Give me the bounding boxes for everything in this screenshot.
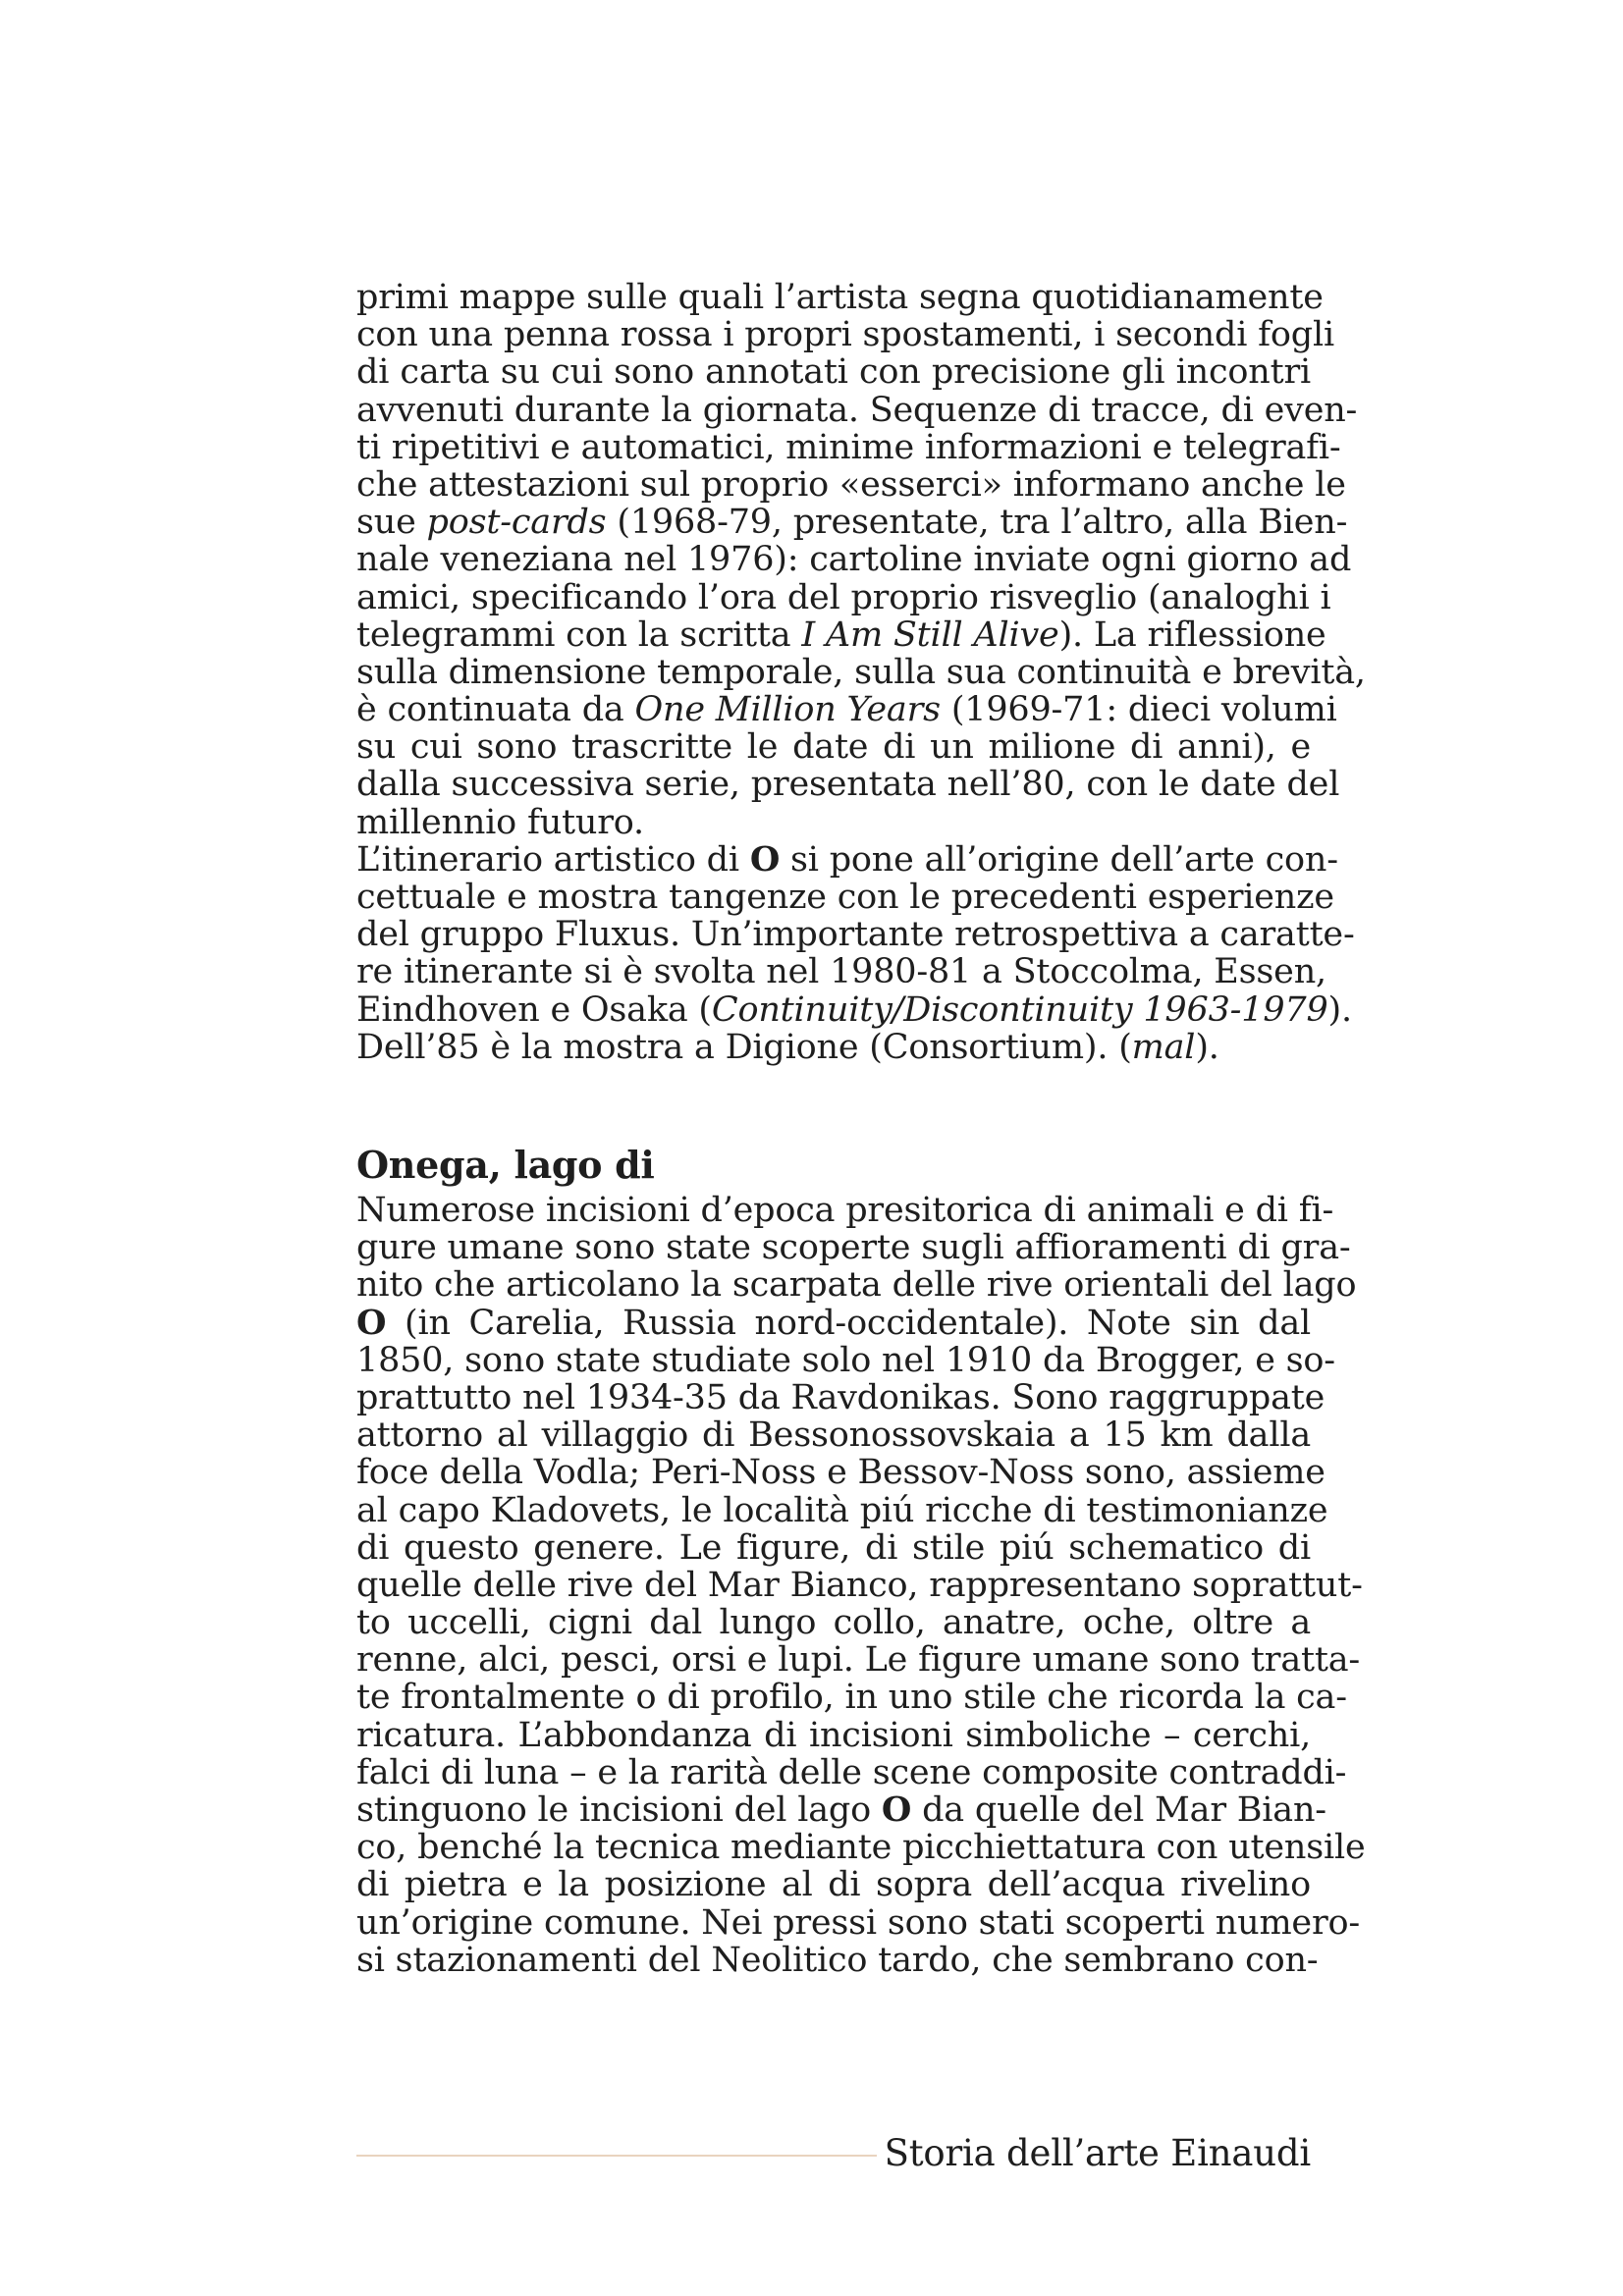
text-segment: te frontalmente o di profilo, in uno stile che ricorda la ca-	[356, 1678, 1347, 1718]
text-line	[356, 1828, 1366, 1868]
text-line	[356, 614, 1326, 655]
text-segment: è continuata da	[356, 690, 635, 730]
text-line	[356, 728, 1311, 766]
text-line	[356, 690, 1337, 730]
text-segment: ricatura. L’abbondanza di incisioni simboliche – cerchi,	[356, 1715, 1311, 1755]
text-line	[356, 1490, 1328, 1530]
text-line	[356, 353, 1311, 391]
text-line	[356, 390, 1358, 430]
text-line	[356, 464, 1346, 505]
text-segment: re itinerante si è svolta nel 1980-81 a Stoccolma, Essen,	[356, 952, 1326, 992]
text-segment: si stazionamenti del Neolitico tardo, che sembrano con-	[356, 1940, 1319, 1980]
text-line	[356, 1752, 1347, 1792]
italic-text: I Am Still Alive	[801, 614, 1059, 655]
text-segment: prattutto nel 1934-35 da Ravdonikas. Sono raggruppate	[356, 1377, 1325, 1417]
text-segment: foce della Vodla; Peri-Noss e Bessov-Noss sono, assieme	[356, 1453, 1325, 1493]
italic-text: One Million Years	[634, 690, 941, 730]
text-line	[356, 1717, 1311, 1754]
text-segment: dalla successiva serie, presentata nell’80, con le date del	[356, 765, 1340, 805]
text-line	[356, 952, 1326, 992]
text-line	[356, 1640, 1361, 1681]
text-line	[356, 838, 1338, 880]
bold-text: O	[749, 838, 781, 880]
italic-text: Continuity/Discontinuity 1963-1979	[711, 989, 1328, 1030]
text-line	[356, 915, 1355, 955]
text-segment: renne, alci, pesci, orsi e lupi. Le figure umane sono tratta-	[356, 1640, 1361, 1681]
text-line	[356, 878, 1334, 917]
text-segment: di carta su cui sono annotati con precisione gli incontri	[356, 352, 1311, 393]
text-segment: nito che articolano la scarpata delle rive orientali del lago	[356, 1265, 1357, 1306]
text-segment: stinguono le incisioni del lago	[356, 1790, 882, 1830]
text-segment: ti ripetitivi e automatici, minime informazioni e telegrafi-	[356, 427, 1341, 467]
continuation-text	[356, 278, 1366, 1067]
text-line	[356, 1029, 1311, 1066]
text-line	[356, 1191, 1334, 1230]
text-line	[356, 1377, 1325, 1417]
text-line	[356, 1866, 1311, 1903]
footer-publisher: Storia dell’arte Einaudi	[884, 2132, 1311, 2174]
text-segment: 1850, sono state studiate solo nel 1910 da Brogger, e so-	[356, 1340, 1335, 1380]
text-line	[356, 652, 1366, 692]
text-segment: ).	[1327, 989, 1352, 1030]
text-line	[356, 1529, 1311, 1567]
text-line	[356, 278, 1324, 317]
text-line	[356, 1265, 1357, 1306]
text-line	[356, 1604, 1311, 1641]
entry-body-text	[356, 1191, 1366, 1980]
text-line	[356, 577, 1331, 617]
text-segment: si pone all’origine dell’arte con-	[780, 839, 1338, 880]
italic-text: post-cards	[426, 503, 607, 543]
text-line	[356, 804, 1311, 841]
text-segment: al capo Kladovets, le località piú ricche di testimonianze	[356, 1490, 1328, 1530]
text-segment: con una penna rossa i propri spostamenti, i secondi fogli	[356, 315, 1334, 355]
footer-rule	[356, 2155, 877, 2157]
text-segment: millennio futuro.	[356, 802, 644, 842]
text-line	[356, 1902, 1360, 1943]
text-line	[356, 503, 1348, 543]
text-segment: amici, specificando l’ora del proprio risveglio (analoghi i	[356, 577, 1331, 617]
text-segment: da quelle del Mar Bian-	[911, 1790, 1326, 1830]
text-segment: sulla dimensione temporale, sulla sua continuità e brevità,	[356, 652, 1366, 692]
text-segment: ). La riflessione	[1058, 614, 1326, 655]
text-line	[356, 1416, 1311, 1454]
text-segment: (1968-79, presentate, tra l’altro, alla Bien-	[606, 503, 1348, 543]
text-line	[356, 427, 1341, 467]
text-segment: nale veneziana nel 1976): cartoline inviate ogni giorno ad	[356, 540, 1352, 580]
text-segment: che attestazioni sul proprio «esserci» informano anche le	[356, 464, 1346, 505]
bold-text: O	[356, 1302, 387, 1343]
text-segment: del gruppo Fluxus. Un’importante retrospettiva a caratte-	[356, 915, 1355, 955]
text-segment: Numerose incisioni d’epoca presitorica di animali e di fi-	[356, 1191, 1334, 1230]
text-line	[356, 1228, 1351, 1268]
text-line	[356, 1340, 1335, 1380]
text-segment: (in Carelia, Russia nord-occidentale). Note sin dal	[386, 1303, 1311, 1343]
text-line	[356, 1678, 1347, 1718]
text-segment: avvenuti durante la giornata. Sequenze di tracce, di even-	[356, 390, 1358, 430]
text-line	[356, 765, 1340, 805]
text-segment: primi mappe sulle quali l’artista segna quotidianamente	[356, 278, 1324, 317]
text-segment: su cui sono trascritte le date di un milione di anni), e	[356, 727, 1311, 768]
text-line	[356, 540, 1352, 580]
text-segment: Dell’85 è la mostra a Digione (Consortium). (	[356, 1027, 1132, 1067]
text-segment: sue	[356, 503, 427, 543]
text-segment: falci di luna – e la rarità delle scene composite contraddi-	[356, 1752, 1347, 1792]
text-segment: (1969-71: dieci volumi	[940, 690, 1337, 730]
text-segment: telegrammi con la scritta	[356, 614, 802, 655]
text-line	[356, 315, 1334, 355]
text-segment: to uccelli, cigni dal lungo collo, anatre, oche, oltre a	[356, 1603, 1311, 1643]
bold-text: O	[881, 1789, 912, 1830]
text-line	[356, 1940, 1319, 1980]
text-segment: di questo genere. Le figure, di stile piú schematico di	[356, 1527, 1311, 1568]
text-line	[356, 989, 1352, 1030]
text-line	[356, 1453, 1325, 1493]
text-line	[356, 1302, 1311, 1343]
text-segment: L’itinerario artistico di	[356, 839, 750, 880]
text-line	[356, 1789, 1326, 1830]
text-segment: quelle delle rive del Mar Bianco, rappresentano soprattut-	[356, 1565, 1363, 1605]
italic-text: mal	[1131, 1027, 1196, 1067]
text-segment: Eindhoven e Osaka (	[356, 989, 712, 1030]
text-segment: co, benché la tecnica mediante picchiettatura con utensile	[356, 1828, 1366, 1868]
text-segment: cettuale e mostra tangenze con le precedenti esperienze	[356, 878, 1334, 917]
text-line	[356, 1565, 1363, 1605]
text-segment: attorno al villaggio di Bessonossovskaia a 15 km dalla	[356, 1415, 1311, 1456]
text-segment: ).	[1195, 1027, 1219, 1067]
text-segment: gure umane sono state scoperte sugli affioramenti di gra-	[356, 1228, 1351, 1268]
entry-title: Onega, lago di	[356, 1143, 655, 1187]
text-segment: un’origine comune. Nei pressi sono stati scoperti numero-	[356, 1902, 1360, 1943]
text-segment: di pietra e la posizione al di sopra dell’acqua rivelino	[356, 1865, 1311, 1905]
